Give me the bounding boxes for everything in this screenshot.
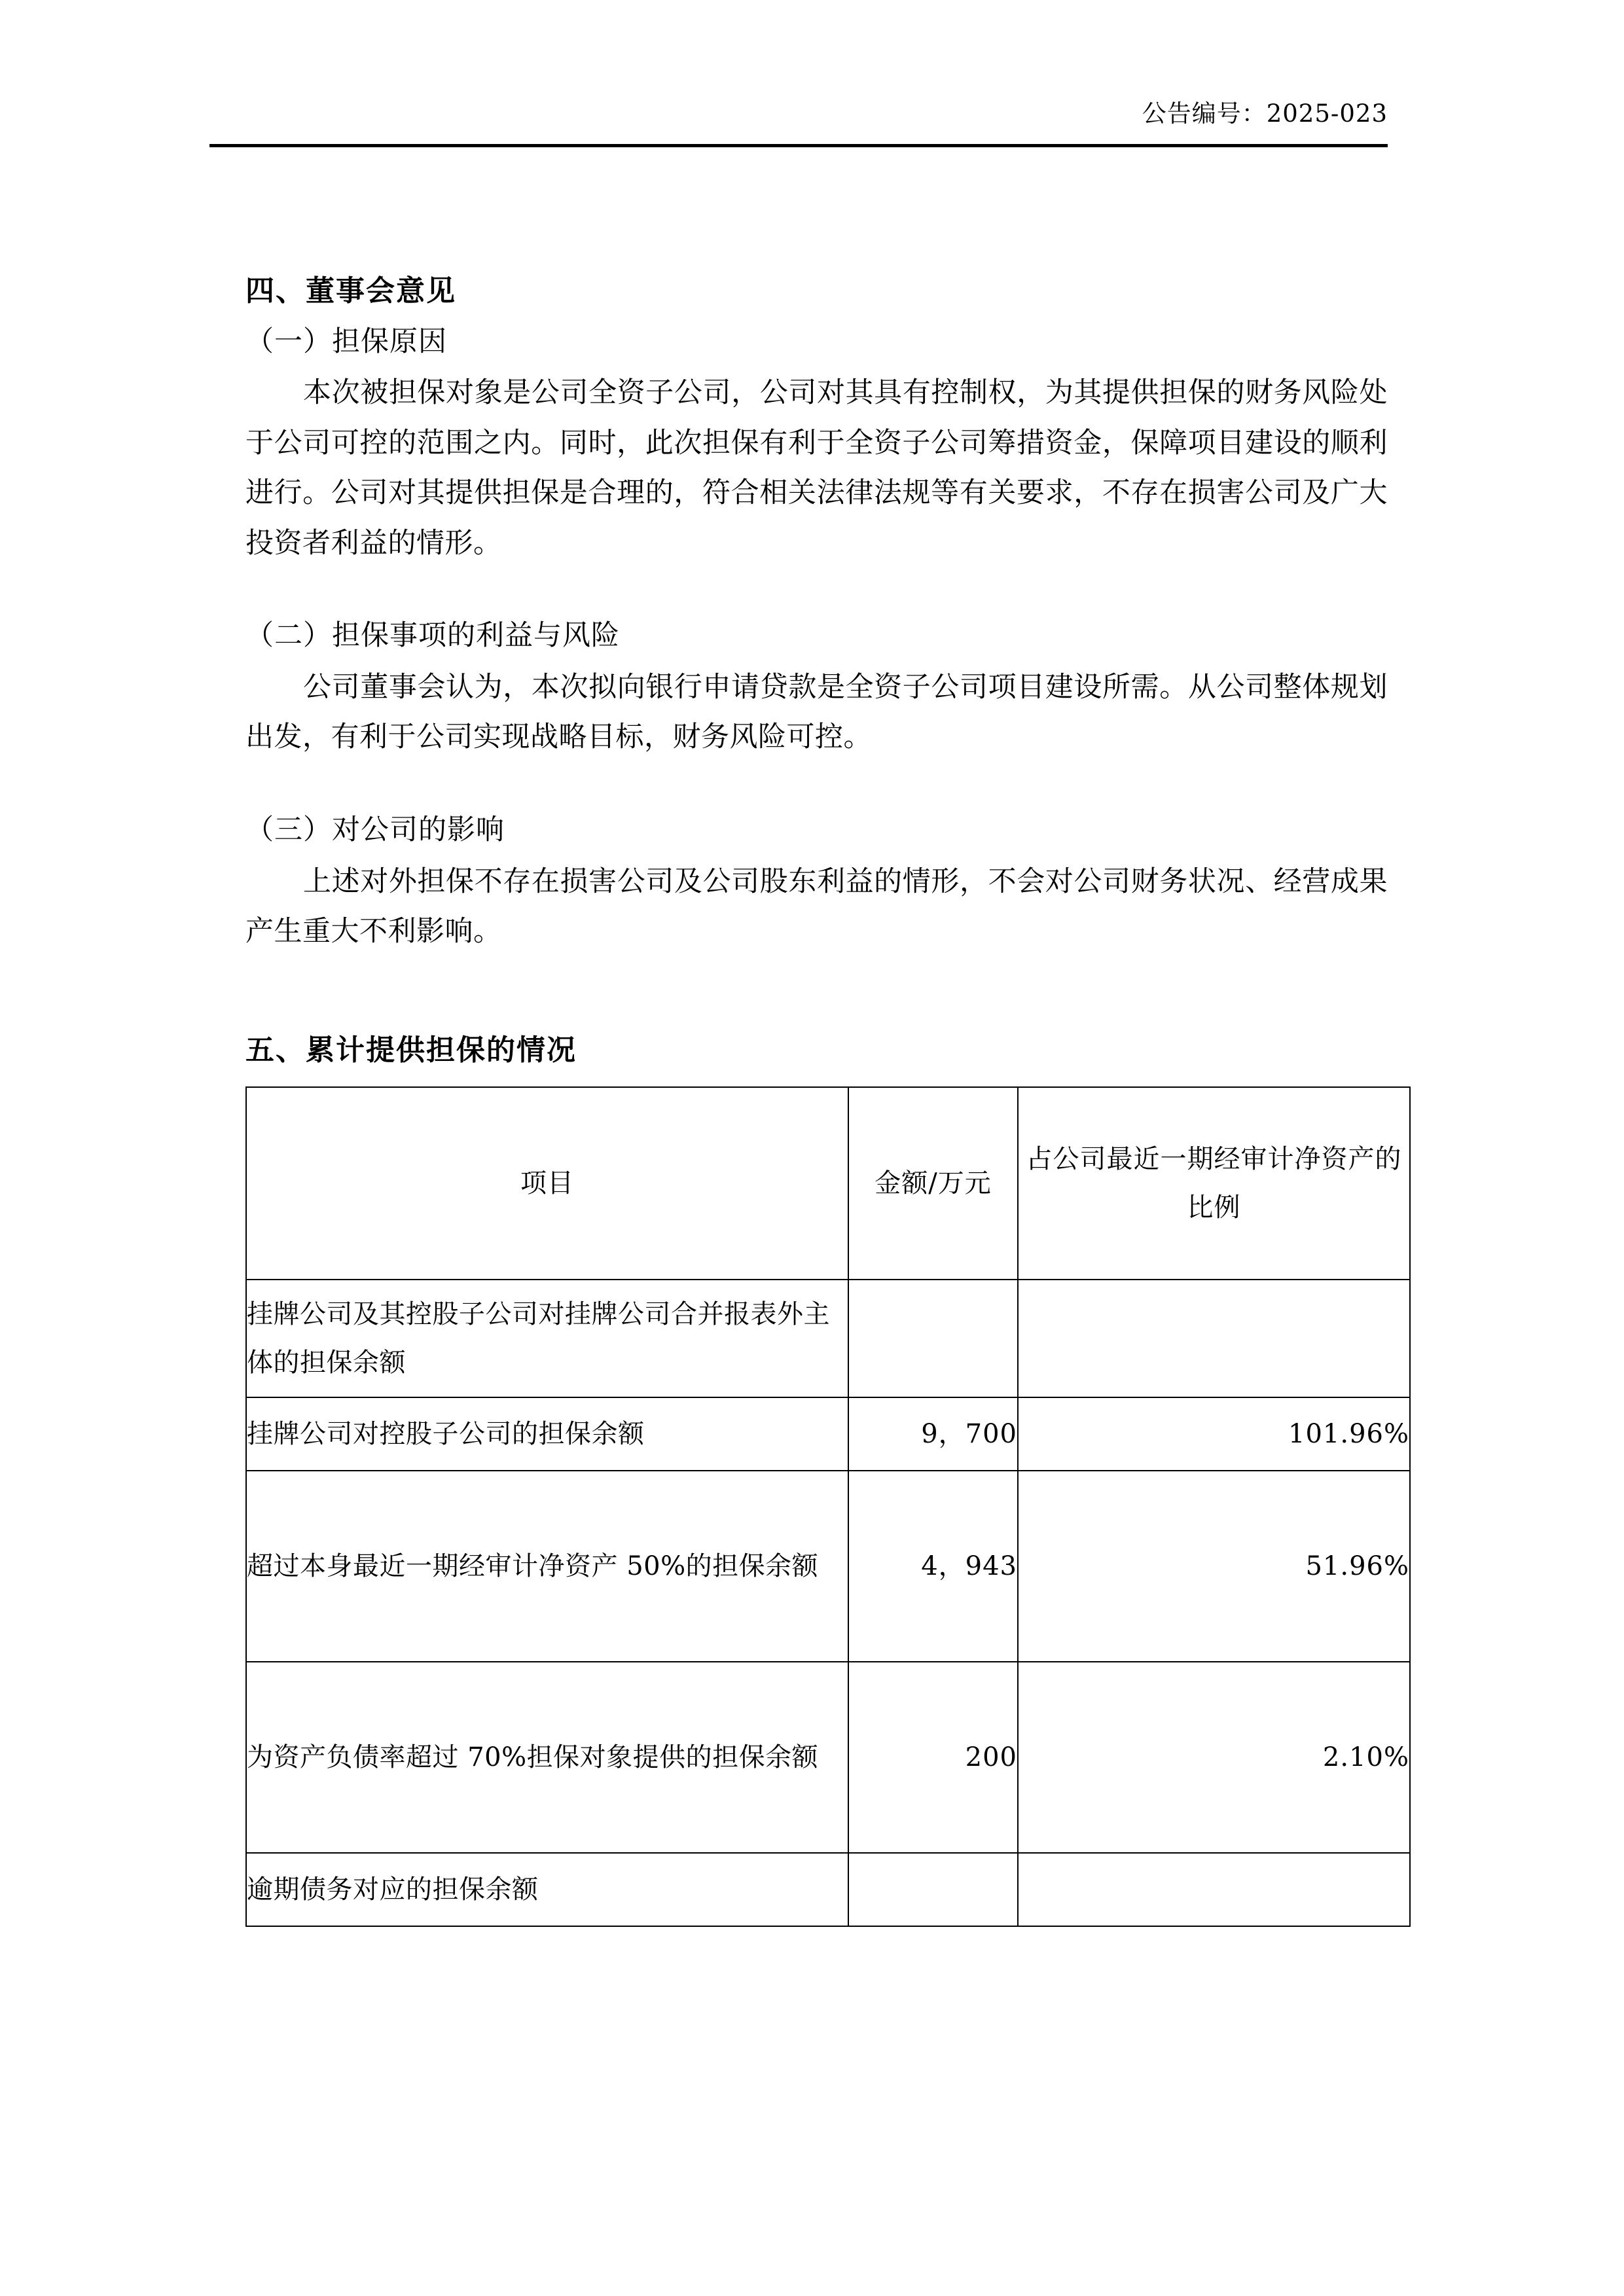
row-ratio-value [1018,1853,1410,1926]
guarantee-summary-table [245,1086,1411,1927]
section-five-title: 五、累计提供担保的情况 [245,1033,577,1067]
subsection-one-paragraph: 本次被担保对象是公司全资子公司，公司对其具有控制权，为其提供担保的财务风险处于公司可控的范围之内。同时，此次担保有利于全资子公司筹措资金，保障项目建设的顺利进行。公司对其提供担保是合理的，符合相关法律法规等有关要求，不存在损害公司及广大投资者利益的情形。 [245,376,1388,560]
row-item-label: 逾期债务对应的担保余额 [246,1853,848,1926]
row-ratio-value: 51.96% [1018,1471,1410,1662]
column-header-item-label: 项目 [520,1168,574,1199]
subsection-two-paragraph: 公司董事会认为，本次拟向银行申请贷款是全资子公司项目建设所需。从公司整体规划出发，有利于公司实现战略目标，财务风险可控。 [245,670,1388,754]
subsection-three-heading: （三）对公司的影响 [245,813,505,846]
spacer [245,957,1388,1034]
row-ratio-value: 2.10% [1018,1662,1410,1853]
column-header-ratio-label: 占公司最近一期经审计净资产的比例 [1026,1144,1402,1223]
guarantee-summary-table-wrap [245,1086,1409,1927]
column-header-amount [848,1087,1018,1280]
spacer [245,568,1388,619]
section-four-title: 四、董事会意见 [245,274,456,308]
row-item-label: 挂牌公司及其控股子公司对挂牌公司合并报表外主体的担保余额 [246,1280,848,1397]
row-item-label: 为资产负债率超过 70%担保对象提供的担保余额 [246,1662,848,1853]
table-row [246,1853,1410,1926]
row-amount-value [848,1280,1018,1397]
subsection-one-heading: （一）担保原因 [245,325,447,358]
row-ratio-value: 101.96% [1018,1397,1410,1471]
announcement-code: 公告编号：2025-023 [1142,99,1388,128]
document-body [245,274,1409,1927]
row-amount-value: 4，943 [848,1471,1018,1662]
column-header-amount-label: 金额/万元 [875,1168,992,1199]
header-divider [209,144,1388,147]
subsection-two-heading: （二）担保事项的利益与风险 [245,619,620,653]
column-header-item [246,1087,848,1280]
row-item-label: 挂牌公司对控股子公司的担保余额 [246,1397,848,1471]
table-row [246,1280,1410,1397]
subsection-three-paragraph: 上述对外担保不存在损害公司及公司股东利益的情形，不会对公司财务状况、经营成果产生重大不利影响。 [245,865,1388,948]
column-header-ratio [1018,1087,1410,1280]
row-amount-value: 9，700 [848,1397,1018,1471]
row-amount-value: 200 [848,1662,1018,1853]
row-ratio-value [1018,1280,1410,1397]
table-row [246,1662,1410,1853]
row-amount-value [848,1853,1018,1926]
table-row [246,1397,1410,1471]
spacer [245,762,1388,814]
table-row [246,1471,1410,1662]
row-item-label: 超过本身最近一期经审计净资产 50%的担保余额 [246,1471,848,1662]
page-header [209,98,1388,147]
table-header-row [246,1087,1410,1280]
